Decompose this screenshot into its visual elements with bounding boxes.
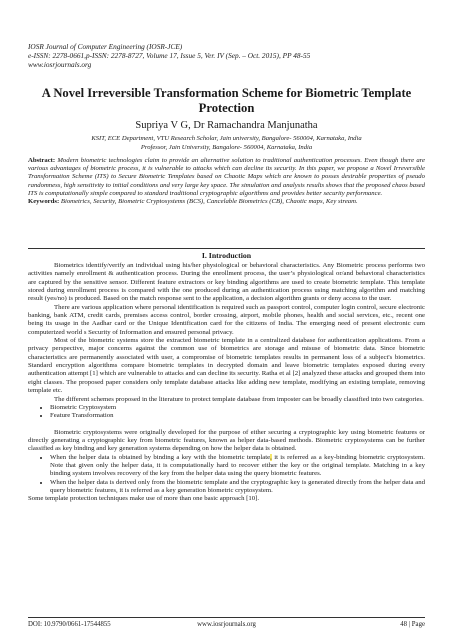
paragraph-6: Some template protection techniques make use of more than one basic approach [10]. xyxy=(28,495,260,503)
page-footer xyxy=(28,617,425,628)
text-highlight: , xyxy=(270,453,272,461)
author-affiliations xyxy=(28,134,425,152)
journal-site: www.iosrjournals.org xyxy=(28,60,92,69)
list-item: • Biometric Cryptosystem xyxy=(50,404,425,412)
list-item xyxy=(50,454,425,479)
paragraph-1: Biometrics identify/verify an individual using his/her physiological or behavioral characteristics. Any Biometric process performs two activities namely enrollment & authentication process. During the enrollment process, the user’s physiological or/and behavioral characteristics are captured by the sensitive sensor. Different feature extractors or key binding algorithms are used to create biometric template. This template stored during enrollment process is compared with the one produced during an authentication process using matching algorithm and matching result (yes/no) is produced. Based on the match response sent to the application, a decision algorithm grants or deny access to the user. xyxy=(28,262,425,303)
footer-page-number: 48 | Page xyxy=(400,621,425,628)
footer-site: www.iosrjournals.org xyxy=(197,621,256,628)
affiliation-2: Professor, Jain University, Bangalore- 560004, Karnataka, India xyxy=(140,144,313,151)
abstract-block xyxy=(28,157,425,206)
list-item: • Feature Transformation xyxy=(50,412,425,420)
affiliation-1: KSIT, ECE Department, VTU Research Scholar, Jain university, Bangalore- 560004, Karnataka, India xyxy=(91,135,362,142)
keywords-paragraph xyxy=(28,198,425,206)
journal-name: IOSR Journal of Computer Engineering (IOSR-JCE) xyxy=(28,42,183,51)
section-heading: I. Introduction xyxy=(201,251,252,260)
journal-issn: e-ISSN: 2278-0661,p-ISSN: 2278-8727, Volume 17, Issue 5, Ver. IV (Sep. – Oct. 2015), PP 48-55 xyxy=(28,51,311,60)
paragraph-2: There are various application where personal identification is required such as passport control, computer login control, secure electronic banking, bank ATM, credit cards, premises access control, border crossing, airport, mobile phones, health and social services, etc., recent one being its usage in the Aadhar card or the Unique Identification card for the citizens of India. The emerging need of present electronic cum computerized world s Security of Information and ensured personal privacy. xyxy=(28,303,425,336)
abstract-text: Modern biometric technologies claim to provide an alternative solution to traditional authentication processes. Even though there are various advantages of biometric process, it is vulnerable to attacks which can decline its security. In this paper, we propose a Novel Irreversible Transformation Scheme (ITS) to Secure Biometric Templates based on Chaotic Maps which are known to posses desirable properties of pseudo randomness, high sensitivity to initial conditions and very large key space. The simulation and analysis results shows that the proposed chaos based ITS is computationally simple compared to standard traditional cryptographic algorithms and provides better security performance. xyxy=(28,157,425,197)
journal-header xyxy=(28,42,425,69)
key-binding-text-cont: it is referred as a key-binding biometric cryptosystem. Note that given only the helper data, it is computationally hard to recover either the key or the original template. Matching in a key binding system involves recovery of the key from the helper data using the query biometric features. xyxy=(50,453,425,478)
cryptosystem-list xyxy=(28,454,425,496)
list-item: • When the helper data is derived only from the biometric template and the cryptographic key is generated directly from the helper data and query biometric features, it is referred as a key generation biometric cryptosystem. xyxy=(50,479,425,496)
paper-page xyxy=(28,0,425,640)
body-text xyxy=(28,262,425,504)
section-divider xyxy=(28,248,425,249)
abstract-paragraph xyxy=(28,157,425,198)
abstract-label: Abstract: xyxy=(28,157,56,164)
footer-doi: DOI: 10.9790/0661-17544855 xyxy=(28,621,111,628)
paragraph-5: Biometric cryptosystems were originally developed for the purpose of either securing a cryptographic key using biometric features or directly generating a cryptographic key from biometric features, known as helper data-based methods. Biometric cryptosystems can be further classified as key binding and key generation systems depending on how the helper data is obtained. xyxy=(28,428,425,453)
paper-title: A Novel Irreversible Transformation Scheme for Biometric Template Protection xyxy=(41,86,412,115)
paper-authors: Supriya V G, Dr Ramachandra Manjunatha xyxy=(135,120,318,131)
paragraph-3: Most of the biometric systems store the extracted biometric template in a centralized database for authentication applications. From a privacy perspective, major concerns against the common use of biometrics are storage and misuse of biometric data. Since biometric characteristics are permanently associated with user, a compromise of biometric templates results in permanent loss of a subject's biometrics. Standard encryption algorithms compare biometric templates in decrypted domain and leave biometric templates exposed during every authentication attempt [1] which are vulnerable to attacks and can decline its security. Ratha et al [2] analyzed these attacks and grouped them into eight classes. The proposed paper considers only template database attacks like adding new template, modifying an existing template, removing template etc. xyxy=(28,337,425,395)
key-binding-text: When the helper data is obtained by binding a key with the biometric template xyxy=(50,453,271,461)
paragraph-4: The different schemes proposed in the literature to protect template database from imposter can be broadly classified into two categories. xyxy=(54,395,424,403)
keywords-text: Biometrics, Security, Biometric Cryptosystems (BCS), Cancelable Biometrics (CB), Chaotic maps, Key stream. xyxy=(59,198,358,206)
keywords-label: Keywords: xyxy=(28,198,60,206)
category-list xyxy=(28,404,425,421)
